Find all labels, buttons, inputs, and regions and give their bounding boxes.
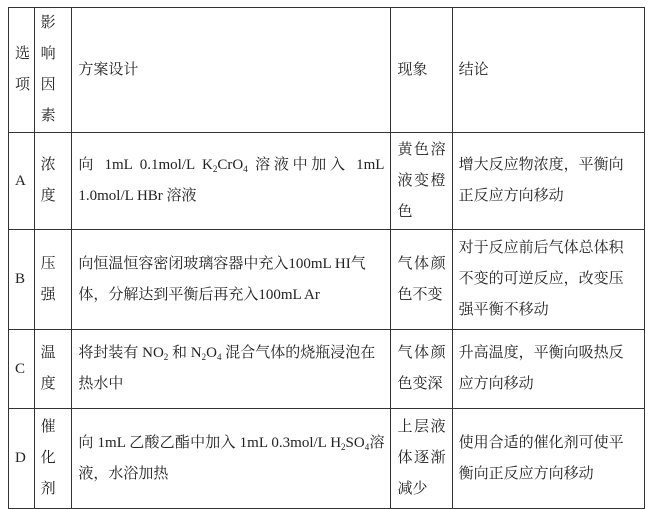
design-text: 将封装有 NO: [78, 345, 164, 361]
design-cell: [72, 230, 391, 330]
subscript: 4: [243, 164, 248, 174]
subscript: 4: [216, 352, 222, 362]
design-text: SO: [345, 434, 365, 451]
header-phenomenon: 现象: [391, 8, 452, 133]
experiment-table: [8, 7, 645, 509]
conclusion-cell: 对于反应前后气体总体积不变的可逆反应，改变压强平衡不移动: [452, 230, 644, 330]
design-cell: [72, 409, 391, 509]
design-text: O: [206, 345, 217, 361]
subscript: 4: [364, 441, 370, 452]
design-text: 溶液，水浴加热: [78, 434, 385, 482]
option-cell: B: [9, 230, 35, 330]
header-factor: 影响因素: [34, 8, 72, 133]
header-row: [9, 8, 645, 133]
option-cell: C: [9, 330, 35, 409]
design-text: 向恒温恒容密闭玻璃容器中充入100mL HI气体，分解达到平衡后再充入100mL Ar: [78, 255, 366, 303]
subscript: 2: [163, 352, 169, 362]
conclusion-cell: 增大反应物浓度，平衡向正反应方向移动: [452, 133, 644, 230]
design-text: 混合气体的烧瓶浸泡在热水中: [78, 345, 376, 392]
table-row: [9, 409, 645, 509]
design-text: CrO: [217, 157, 244, 173]
factor-cell: 压强: [34, 230, 72, 330]
design-cell: [72, 133, 391, 230]
factor-cell: 催化剂: [34, 409, 72, 509]
design-text: 向 1mL 0.1mol/L K: [78, 157, 213, 173]
factor-cell: 温度: [34, 330, 72, 409]
header-conclusion: 结论: [452, 8, 644, 133]
conclusion-cell: 升高温度，平衡向吸热反应方向移动: [452, 330, 644, 409]
table-row: [9, 230, 645, 330]
subscript: 2: [201, 352, 207, 362]
option-cell: A: [9, 133, 35, 230]
table-row: [9, 330, 645, 409]
subscript: 2: [212, 164, 218, 174]
conclusion-cell: 使用合适的催化剂可使平衡向正反应方向移动: [452, 409, 644, 509]
design-text: 和 N: [168, 345, 202, 361]
phenomenon-cell: 气体颜色变深: [391, 330, 452, 409]
header-design: 方案设计: [72, 8, 391, 133]
phenomenon-cell: 黄色溶液变橙色: [391, 133, 452, 230]
design-cell: [72, 330, 391, 409]
header-option: 选项: [9, 8, 35, 133]
phenomenon-cell: 气体颜色不变: [391, 230, 452, 330]
phenomenon-cell: 上层液体逐渐减少: [391, 409, 452, 509]
option-cell: D: [9, 409, 35, 509]
table-row: [9, 133, 645, 230]
factor-cell: 浓度: [34, 133, 72, 230]
design-text: 向 1mL 乙酸乙酯中加入 1mL 0.3mol/L H: [78, 434, 342, 451]
subscript: 2: [341, 441, 346, 452]
design-text: 溶液中加入 1mL 1.0mol/L HBr 溶液: [78, 157, 385, 204]
